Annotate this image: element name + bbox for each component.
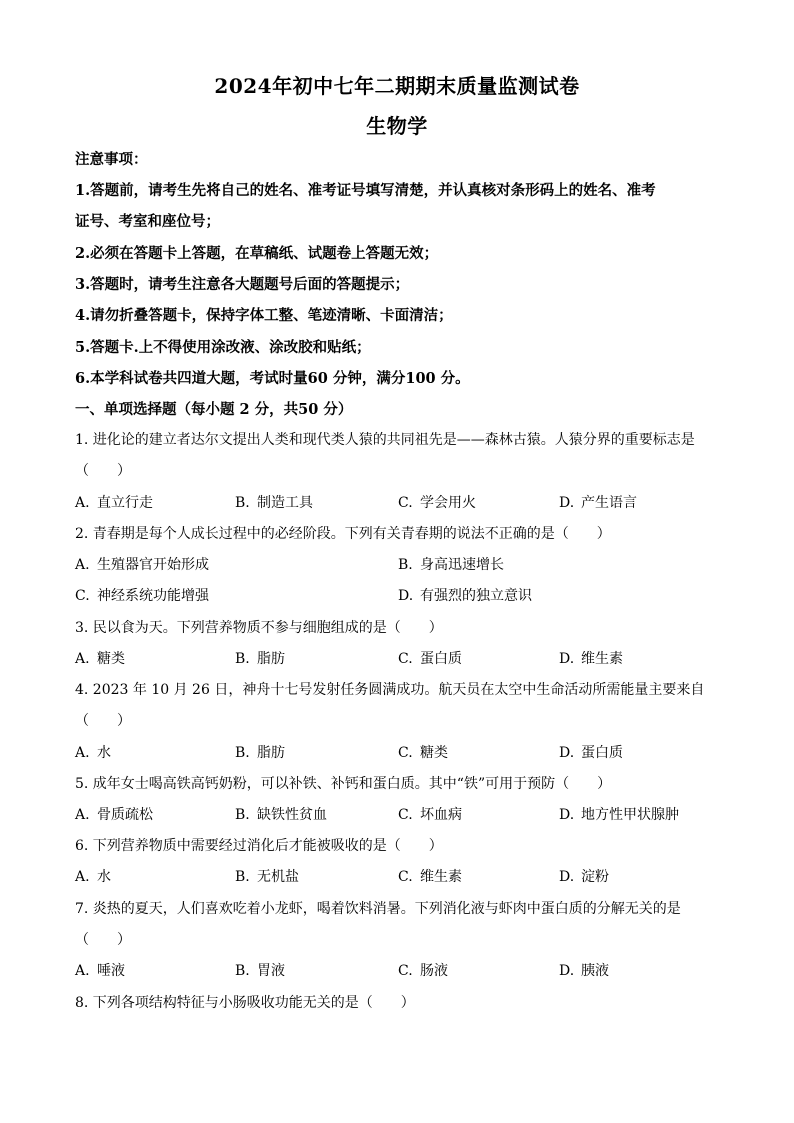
question-2-options-row1	[75, 555, 735, 575]
option-c[interactable]: C. 糖类	[398, 745, 448, 761]
note-line: 2.必须在答题卡上答题，在草稿纸、试题卷上答题无效；	[75, 245, 439, 262]
question-2-options-row2	[75, 586, 735, 606]
note-line: 证号、考室和座位号；	[75, 213, 220, 230]
page-title: 2024年初中七年二期期末质量监测试卷	[214, 74, 580, 98]
question-6-options	[75, 867, 735, 887]
option-d[interactable]: D. 蛋白质	[559, 745, 623, 761]
option-a[interactable]: A. 糖类	[75, 651, 125, 667]
note-line: 4.请勿折叠答题卡，保持字体工整、笔迹清晰、卡面清洁；	[75, 307, 453, 324]
option-a[interactable]: A. 生殖器官开始形成	[75, 557, 209, 573]
question-5-options	[75, 805, 735, 825]
option-a[interactable]: A. 水	[75, 745, 111, 761]
option-a[interactable]: A. 唾液	[75, 963, 125, 979]
question-4-options	[75, 743, 735, 763]
option-c[interactable]: C. 维生素	[398, 869, 462, 885]
note-line: 5.答题卡.上不得使用涂改液、涂改胶和贴纸；	[75, 339, 371, 356]
question-6-text: 6. 下列营养物质中需要经过消化后才能被吸收的是（ ）	[75, 838, 443, 854]
option-a[interactable]: A. 骨质疏松	[75, 807, 153, 823]
option-d[interactable]: D. 淀粉	[559, 869, 609, 885]
option-c[interactable]: C. 肠液	[398, 963, 448, 979]
question-4-bracket: （ ）	[75, 713, 131, 729]
option-d[interactable]: D. 地方性甲状腺肿	[559, 807, 679, 823]
question-1-bracket: （ ）	[75, 463, 131, 479]
option-c[interactable]: C. 坏血病	[398, 807, 462, 823]
option-d[interactable]: D. 产生语言	[559, 495, 637, 511]
question-5-text: 5. 成年女士喝高铁高钙奶粉，可以补铁、补钙和蛋白质。其中“铁”可用于预防（ ）	[75, 776, 612, 792]
option-b[interactable]: B. 胃液	[235, 963, 285, 979]
option-c[interactable]: C. 学会用火	[398, 495, 476, 511]
option-b[interactable]: B. 缺铁性贫血	[235, 807, 327, 823]
question-1-options	[75, 493, 735, 513]
question-3-text: 3. 民以食为天。下列营养物质不参与细胞组成的是（ ）	[75, 620, 443, 636]
section-heading: 一、单项选择题（每小题 2 分，共50 分）	[75, 401, 353, 418]
question-1-text: 1. 进化论的建立者达尔文提出人类和现代类人猿的共同祖先是——森林古猿。人猿分界的重要标志是	[75, 432, 695, 448]
option-a[interactable]: A. 直立行走	[75, 495, 153, 511]
option-b[interactable]: B. 无机盐	[235, 869, 299, 885]
option-d[interactable]: D. 有强烈的独立意识	[398, 588, 532, 604]
note-line: 1.答题前，请考生先将自己的姓名、准考证号填写清楚，并认真核对条形码上的姓名、准考	[75, 182, 656, 199]
question-7-text: 7. 炎热的夏天，人们喜欢吃着小龙虾，喝着饮料消暑。下列消化液与虾肉中蛋白质的分解无关的是	[75, 901, 681, 917]
note-line: 6.本学科试卷共四道大题，考试时量60 分钟，满分100 分。	[75, 370, 470, 387]
question-7-bracket: （ ）	[75, 932, 131, 948]
option-b[interactable]: B. 脂肪	[235, 745, 285, 761]
option-d[interactable]: D. 维生素	[559, 651, 623, 667]
note-line: 3.答题时，请考生注意各大题题号后面的答题提示；	[75, 276, 410, 293]
option-b[interactable]: B. 脂肪	[235, 651, 285, 667]
notes-heading: 注意事项：	[75, 151, 148, 168]
option-b[interactable]: B. 身高迅速增长	[398, 557, 504, 573]
option-d[interactable]: D. 胰液	[559, 963, 609, 979]
question-3-options	[75, 649, 735, 669]
question-7-options	[75, 961, 735, 981]
option-b[interactable]: B. 制造工具	[235, 495, 313, 511]
option-a[interactable]: A. 水	[75, 869, 111, 885]
question-4-text: 4. 2023 年 10 月 26 日，神舟十七号发射任务圆满成功。航天员在太空中生命活动所需能量主要来自	[75, 682, 705, 698]
option-c[interactable]: C. 神经系统功能增强	[75, 588, 209, 604]
option-c[interactable]: C. 蛋白质	[398, 651, 462, 667]
question-2-text: 2. 青春期是每个人成长过程中的必经阶段。下列有关青春期的说法不正确的是（ ）	[75, 526, 611, 542]
subject-title: 生物学	[366, 114, 428, 138]
question-8-text: 8. 下列各项结构特征与小肠吸收功能无关的是（ ）	[75, 995, 415, 1011]
